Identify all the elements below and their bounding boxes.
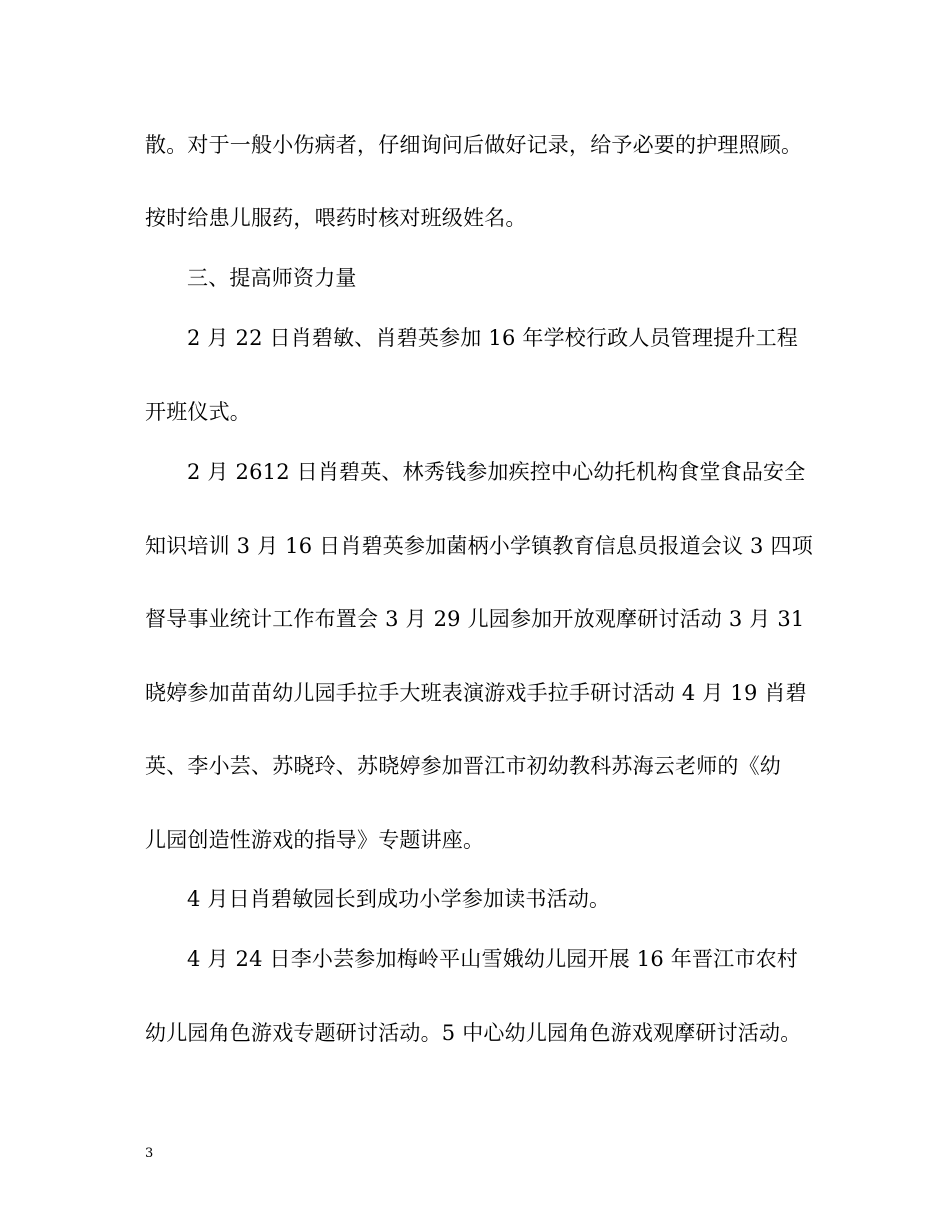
text-line-8: 督导事业统计工作布置会 3 月 29 儿园参加开放观摩研讨活动 3 月 31 <box>145 607 805 631</box>
text-line-9: 晓婷参加苗苗幼儿园手拉手大班表演游戏手拉手研讨活动 4 月 19 肖碧 <box>145 681 807 705</box>
text-line-13: 4 月 24 日李小芸参加梅岭平山雪娥幼儿园开展 16 年晋江市农村 <box>187 947 798 971</box>
text-line-10: 英、李小芸、苏晓玲、苏晓婷参加晋江市初幼教科苏海云老师的《幼 <box>145 754 781 778</box>
section-heading: 三、提高师资力量 <box>187 266 357 290</box>
text-line-2: 按时给患儿服药，喂药时核对班级姓名。 <box>145 206 527 230</box>
text-line-6: 2 月 2612 日肖碧英、林秀钱参加疾控中心幼托机构食堂食品安全 <box>187 460 806 484</box>
page-number: 3 <box>145 1146 154 1161</box>
text-line-14: 幼儿园角色游戏专题研讨活动。5 中心幼儿园角色游戏观摩研讨活动。 <box>145 1021 802 1045</box>
text-line-7: 知识培训 3 月 16 日肖碧英参加菌柄小学镇教育信息员报道会议 3 四项 <box>145 534 813 558</box>
text-line-5: 开班仪式。 <box>145 400 251 424</box>
text-line-12: 4 月日肖碧敏园长到成功小学参加读书活动。 <box>187 887 611 911</box>
text-line-11: 儿园创造性游戏的指导》专题讲座。 <box>145 828 485 852</box>
text-line-1: 散。对于一般小伤病者，仔细询问后做好记录，给予必要的护理照顾。 <box>145 133 803 157</box>
text-line-4: 2 月 22 日肖碧敏、肖碧英参加 16 年学校行政人员管理提升工程 <box>187 326 798 350</box>
